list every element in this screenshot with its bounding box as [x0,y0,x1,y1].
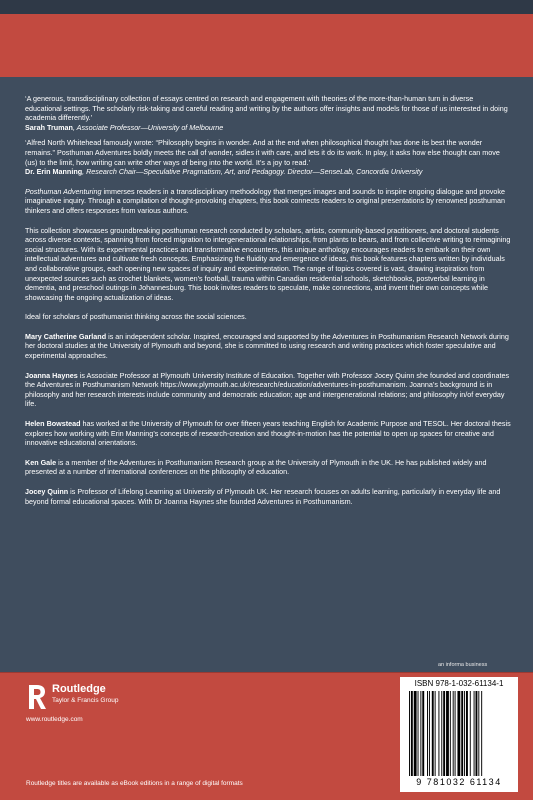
routledge-logo-icon [26,683,48,711]
bio-3 [25,419,511,448]
bio-5-text: is Professor of Lifelong Learning at University of Plymouth UK. Her research focuses on adults learning, particularly in everyday life and beyond formal educational spaces. With Dr Joanna Haynes she founded Adventures in Posthumanism. [25,487,501,506]
description-paragraph-3: Ideal for scholars of posthumanist thinking across the social sciences. [25,312,247,322]
publisher-name: Routledge [52,683,106,695]
description-paragraph-1 [25,187,511,216]
isbn-label: ISBN 978-1-032-61134-1 [414,679,504,688]
quote-2 [25,138,511,176]
publisher-website-link[interactable]: www.routledge.com [26,716,83,723]
bio-1-text: is an independent scholar. Inspired, encouraged and supported by the Adventures in Posthumanism Research Network during her doctoral studies at the University of Plymouth and beyond, she is committed to using research and writing practices which foster speculative and experimental approaches. [25,331,509,361]
bio-4 [25,458,511,477]
back-cover-text [25,94,511,516]
bio-2 [25,371,511,409]
quote-1-author: Sarah Truman [25,122,73,132]
quote-2-role: , Research Chair—Speculative Pragmatism, Art, and Pedagogy. Director—SenseLab, Concordia University [82,167,423,177]
header-band [0,14,533,77]
barcode-icon [408,691,510,776]
bio-5 [25,487,511,506]
bio-2-text: is Associate Professor at Plymouth University Institute of Education. Together with Professor Jocey Quinn she founded and coordinates the Adventures in Posthumanism Network https://www.plymouth.ac.uk/research/education/adventures-in-posthumanism. Joanna’s background is in philosophy and her research interests include community and democratic education; age and intergenerational relations; and philosophy in/of everyday life. [25,370,510,409]
bio-2-name: Joanna Haynes [25,370,78,380]
top-band [0,0,533,14]
quote-1 [25,94,511,132]
quote-2-text: ‘Alfred North Whitehead famously wrote: “Philosophy begins in wonder. And at the end when philosophical thought has done its best the wonder remains.” Posthuman Adventures boldly meets the call of wonder, sidles it with care, and lets it do its work. In play, it asks how else thought can move (us) to the limit, how writing can write other ways of being into the world. It’s a joy to read.’ [25,138,500,167]
ebook-note: Routledge titles are available as eBook editions in a range of digital formats [26,780,243,787]
quote-1-role: , Associate Professor—University of Melbourne [72,122,224,132]
book-title: Posthuman Adventuring [25,186,102,196]
bio-4-name: Ken Gale [25,457,57,467]
quote-1-text: ‘A generous, transdisciplinary collection of essays centred on research and engagement with theories of the more-than-human turn in diverse educational settings. The scholarly risk-taking and careful reading and writing by the authors offer insights and models for those of us interested in doing academia differently.’ [25,94,508,123]
barcode-box [400,677,518,792]
bio-3-text: has worked at the University of Plymouth for over fifteen years teaching English for Academic Purpose and TESOL. Her doctoral thesis explores how working with Erin Manning’s concepts of research-creation and thought-in-motion has the potential to open up spaces for creative and innovative educational orientations. [25,419,511,448]
description-paragraph-2: This collection showcases groundbreaking posthuman research conducted by scholars, artists, community-based practitioners, and doctoral students across diverse contexts, spanning from forced migration to intergenerational relationships, from plants to bears, and from collective writing to reimagining social structures. With its experimental practices and transformative encounters, this unique anthology encourages readers to embark on their own intellectual adventures and cultivate fresh concepts. Emphasizing the fluidity and emergence of ideas, this book features chapters written by individuals and collaborative groups, each opening new spaces of inquiry and experimentation. The range of topics covered is vast, drawing inspiration from unexpected sources such as crochet blankets, women’s football, trauma within Canadian residential schools, sketchbooks, postverbal learning in dementia, and preschool outings in Johannesburg. This book invites readers to speculate, make connections, and invent their own concepts while showcasing the ongoing actualization of ideas. [25,225,511,302]
publisher-group: Taylor & Francis Group [52,697,119,704]
bio-1 [25,332,511,361]
informa-tagline: an informa business [438,662,488,668]
bio-5-name: Jocey Quinn [25,487,69,496]
bio-3-name: Helen Bowstead [25,419,81,429]
description-paragraph-1-text: immerses readers in a transdisciplinary methodology that merges images and sounds to inspire ongoing dialogue and provoke imaginative inquiry. Through a compilation of thought-provoking chapters, this book connects readers to original presentations by renowned posthuman thinkers and offers responses from various authors. [25,186,505,215]
quote-2-author: Dr. Erin Manning [25,167,83,177]
barcode-digits: 9 781032 61134 [416,777,502,787]
bio-1-name: Mary Catherine Garland [25,331,107,341]
bio-4-text: is a member of the Adventures in Posthumanism Research group at the University of Plymouth in the UK. He has published widely and presented at a number of international conferences on the philosophy of education. [25,457,487,477]
